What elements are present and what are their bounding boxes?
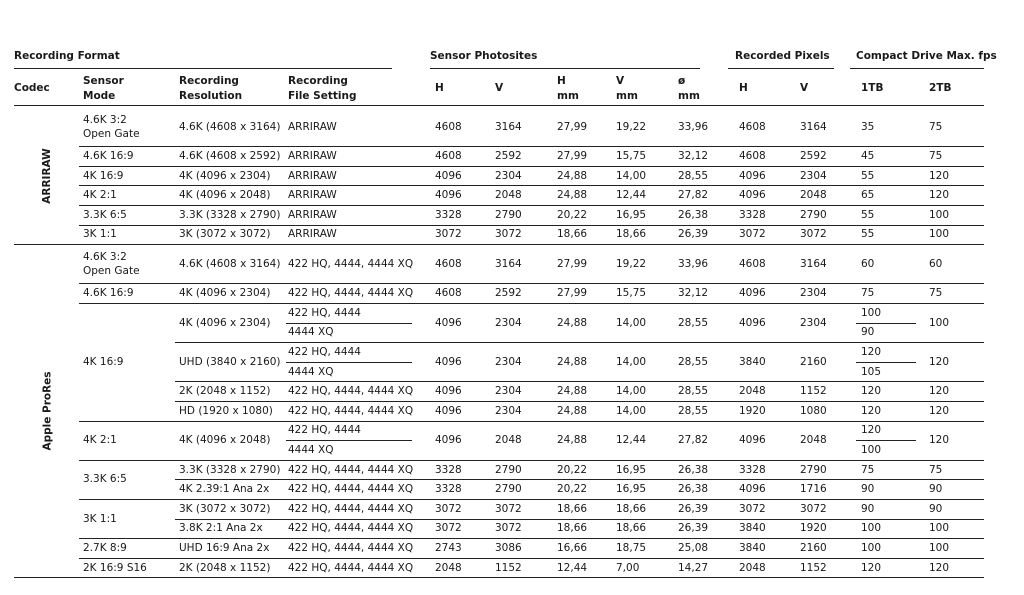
row-divider [175, 401, 984, 402]
mode-divider [79, 558, 984, 559]
cell-omm: 28,55 [678, 355, 709, 368]
col-h_mm-line1: H [557, 75, 566, 87]
cell-sensor-mode: 3K 1:1 [83, 228, 117, 241]
col-recording_file_setting-line2: File Setting [288, 90, 357, 102]
cell-omm: 14,27 [678, 561, 709, 574]
cell-1tb: 100 [861, 542, 882, 554]
cell-rh: 3072 [739, 502, 766, 515]
col-recording_resolution-line2: Resolution [179, 90, 243, 102]
cell-recording-resolution: 4K (4096 x 2048) [179, 434, 271, 447]
cell-rh: 4608 [739, 257, 766, 270]
group-sensor-photosites: Sensor Photosites [430, 50, 538, 62]
cell-sensor-mode: Open Gate [83, 127, 140, 140]
mode-divider [79, 538, 984, 539]
cell-rv: 1716 [800, 483, 827, 496]
cell-recording-resolution: 3K (3072 x 3072) [179, 228, 271, 241]
cell-1tb: 120 [861, 424, 882, 437]
cell-1tb: 120 [861, 385, 882, 398]
group-underline-recording-format [14, 68, 392, 69]
codec-divider [14, 244, 984, 245]
cell-file-setting: 422 HQ, 4444, 4444 XQ [288, 404, 414, 417]
cell-sensor-mode: 4K 2:1 [83, 434, 117, 447]
cell-recording-resolution: UHD 16:9 Ana 2x [179, 542, 270, 554]
cell-omm: 26,39 [678, 502, 709, 515]
cell-hmm: 27,99 [557, 150, 588, 162]
cell-rh: 4096 [739, 483, 766, 496]
cell-rh: 2048 [739, 561, 766, 574]
group-recording-format: Recording Format [14, 50, 120, 62]
cell-v: 3086 [495, 542, 522, 554]
mode-divider [79, 166, 984, 167]
cell-recording-resolution: 4K (4096 x 2048) [179, 189, 271, 202]
cell-omm: 27,82 [678, 189, 709, 202]
cell-hmm: 24,88 [557, 385, 588, 398]
cell-vmm: 12,44 [616, 189, 647, 202]
cell-rh: 4096 [739, 287, 766, 300]
cell-tb2: 100 [929, 316, 950, 329]
cell-vmm: 18,66 [616, 502, 647, 515]
cell-sensor-mode: 4.6K 16:9 [83, 287, 134, 300]
cell-file-setting: 4444 XQ [288, 444, 334, 456]
cell-rv: 1920 [800, 522, 827, 535]
cell-h: 4608 [435, 120, 462, 133]
cell-tb2: 120 [929, 355, 950, 368]
cell-1tb: 55 [861, 208, 875, 221]
cell-sensor-mode: 3.3K 6:5 [83, 208, 127, 221]
cell-file-setting: 422 HQ, 4444, 4444 XQ [288, 522, 414, 535]
cell-rv: 2048 [800, 189, 827, 202]
cell-1tb: 100 [861, 306, 882, 319]
cell-1tb: 75 [861, 463, 875, 476]
cell-tb2: 120 [929, 404, 950, 417]
cell-vmm: 18,66 [616, 522, 647, 535]
cell-hmm: 24,88 [557, 434, 588, 447]
cell-tb2: 60 [929, 257, 943, 270]
cell-file-setting: ARRIRAW [288, 228, 337, 241]
cell-omm: 28,55 [678, 316, 709, 329]
row-divider [175, 519, 984, 520]
cell-tb2: 100 [929, 208, 950, 221]
cell-h: 4096 [435, 169, 462, 182]
cell-tb2: 120 [929, 434, 950, 447]
cell-tb2: 75 [929, 463, 943, 476]
cell-rh: 4608 [739, 120, 766, 133]
row-divider [175, 381, 984, 382]
cell-sensor-mode: 4K 16:9 [83, 169, 124, 182]
cell-rh: 2048 [739, 385, 766, 398]
cell-vmm: 16,95 [616, 463, 647, 476]
cell-recording-resolution: 4K (4096 x 2304) [179, 316, 271, 329]
cell-h: 4608 [435, 150, 462, 162]
cell-hmm: 18,66 [557, 228, 588, 241]
cell-h: 4096 [435, 385, 462, 398]
cell-rh: 4608 [739, 150, 766, 162]
cell-rv: 2592 [800, 150, 827, 162]
cell-rv: 2048 [800, 434, 827, 447]
group-underline-compact-drive [850, 68, 984, 69]
cell-v: 3164 [495, 257, 522, 270]
cell-v: 2790 [495, 208, 522, 221]
cell-1tb: 100 [861, 522, 882, 535]
cell-rh: 4096 [739, 434, 766, 447]
cell-1tb: 60 [861, 257, 875, 270]
cell-omm: 26,38 [678, 208, 709, 221]
cell-file-setting: 422 HQ, 4444 [288, 346, 361, 358]
cell-rh: 4096 [739, 189, 766, 202]
cell-vmm: 16,95 [616, 208, 647, 221]
cell-vmm: 14,00 [616, 385, 647, 398]
split-line-1tb [856, 362, 916, 363]
cell-v: 2304 [495, 355, 522, 368]
cell-file-setting: ARRIRAW [288, 208, 337, 221]
cell-tb2: 120 [929, 169, 950, 182]
cell-omm: 28,55 [678, 385, 709, 398]
cell-sensor-mode: 4.6K 3:2 [83, 250, 127, 263]
cell-vmm: 15,75 [616, 287, 647, 300]
cell-recording-resolution: 4K (4096 x 2304) [179, 287, 271, 300]
cell-1tb: 120 [861, 561, 882, 574]
split-line-1tb [856, 440, 916, 441]
cell-1tb: 55 [861, 169, 875, 182]
cell-rv: 2304 [800, 316, 827, 329]
header-bottom-line [14, 105, 984, 106]
cell-1tb: 120 [861, 346, 882, 358]
cell-tb2: 100 [929, 228, 950, 241]
row-divider [175, 342, 984, 343]
cell-h: 4096 [435, 189, 462, 202]
cell-tb2: 75 [929, 150, 943, 162]
cell-omm: 26,39 [678, 228, 709, 241]
cell-1tb: 65 [861, 189, 875, 202]
cell-tb2: 100 [929, 542, 950, 554]
row-divider [175, 479, 984, 480]
cell-v: 2790 [495, 483, 522, 496]
cell-omm: 33,96 [678, 257, 709, 270]
cell-file-setting: ARRIRAW [288, 120, 337, 133]
col-v_mm-line2: mm [616, 90, 638, 102]
cell-v: 3072 [495, 228, 522, 241]
cell-rh: 4096 [739, 169, 766, 182]
cell-v: 2304 [495, 316, 522, 329]
cell-hmm: 20,22 [557, 483, 588, 496]
cell-tb2: 75 [929, 120, 943, 133]
mode-divider [79, 460, 984, 461]
cell-h: 4608 [435, 287, 462, 300]
cell-h: 2048 [435, 561, 462, 574]
cell-h: 3328 [435, 208, 462, 221]
cell-h: 4608 [435, 257, 462, 270]
cell-h: 4096 [435, 434, 462, 447]
cell-1tb: 35 [861, 120, 875, 133]
cell-h: 4096 [435, 404, 462, 417]
cell-file-setting: 4444 XQ [288, 365, 334, 378]
cell-rh: 3328 [739, 463, 766, 476]
cell-recording-resolution: 4.6K (4608 x 3164) [179, 120, 281, 133]
cell-sensor-mode: 4K 2:1 [83, 189, 117, 202]
cell-sensor-mode: 2.7K 8:9 [83, 542, 127, 554]
cell-omm: 25,08 [678, 542, 709, 554]
cell-rv: 2160 [800, 542, 827, 554]
cell-rv: 1080 [800, 404, 827, 417]
mode-divider [79, 185, 984, 186]
group-compact-drive: Compact Drive Max. fps [856, 50, 997, 62]
cell-recording-resolution: 3K (3072 x 3072) [179, 502, 271, 515]
cell-recording-resolution: 3.3K (3328 x 2790) [179, 208, 281, 221]
cell-sensor-mode: 4K 16:9 [83, 355, 124, 368]
col-recorded-v: V [800, 82, 809, 94]
cell-v: 2048 [495, 189, 522, 202]
cell-vmm: 12,44 [616, 434, 647, 447]
cell-hmm: 18,66 [557, 502, 588, 515]
group-underline-recorded-pixels [728, 68, 834, 69]
split-line-file-setting [286, 440, 412, 441]
cell-recording-resolution: UHD (3840 x 2160) [179, 355, 281, 368]
mode-divider [79, 225, 984, 226]
cell-sensor-mode: 3.3K 6:5 [83, 473, 127, 486]
cell-h: 3072 [435, 502, 462, 515]
cell-vmm: 19,22 [616, 120, 647, 133]
cell-hmm: 27,99 [557, 287, 588, 300]
cell-omm: 28,55 [678, 404, 709, 417]
cell-1tb: 90 [861, 326, 875, 339]
cell-v: 3072 [495, 522, 522, 535]
cell-rv: 1152 [800, 385, 827, 398]
col-o_mm-line1: ø [678, 75, 686, 87]
split-line-1tb [856, 323, 916, 324]
cell-1tb: 90 [861, 502, 875, 515]
cell-omm: 26,38 [678, 463, 709, 476]
cell-h: 3328 [435, 483, 462, 496]
mode-divider [79, 146, 984, 147]
cell-file-setting: ARRIRAW [288, 169, 337, 182]
codec-divider [14, 577, 984, 578]
cell-h: 3072 [435, 522, 462, 535]
cell-tb2: 100 [929, 522, 950, 535]
cell-file-setting: 422 HQ, 4444, 4444 XQ [288, 483, 414, 496]
cell-rv: 3164 [800, 257, 827, 270]
cell-rv: 2160 [800, 355, 827, 368]
cell-rv: 2790 [800, 208, 827, 221]
mode-divider [79, 205, 984, 206]
cell-v: 2048 [495, 434, 522, 447]
cell-hmm: 18,66 [557, 522, 588, 535]
cell-file-setting: 422 HQ, 4444, 4444 XQ [288, 502, 414, 515]
cell-h: 3072 [435, 228, 462, 241]
cell-1tb: 105 [861, 365, 882, 378]
cell-rh: 3840 [739, 542, 766, 554]
cell-rh: 3840 [739, 355, 766, 368]
cell-recording-resolution: 3.3K (3328 x 2790) [179, 463, 281, 476]
cell-file-setting: 422 HQ, 4444, 4444 XQ [288, 542, 414, 554]
cell-vmm: 14,00 [616, 316, 647, 329]
cell-sensor-mode: 2K 16:9 S16 [83, 561, 147, 574]
cell-1tb: 100 [861, 444, 882, 456]
cell-rh: 3328 [739, 208, 766, 221]
cell-file-setting: ARRIRAW [288, 150, 337, 162]
cell-rh: 1920 [739, 404, 766, 417]
cell-hmm: 24,88 [557, 169, 588, 182]
cell-file-setting: 422 HQ, 4444, 4444 XQ [288, 561, 414, 574]
cell-tb2: 120 [929, 385, 950, 398]
cell-recording-resolution: 2K (2048 x 1152) [179, 561, 271, 574]
cell-recording-resolution: 2K (2048 x 1152) [179, 385, 271, 398]
cell-rh: 3840 [739, 522, 766, 535]
col-h_mm-line2: mm [557, 90, 579, 102]
col-o_mm-line2: mm [678, 90, 700, 102]
cell-file-setting: 422 HQ, 4444, 4444 XQ [288, 385, 414, 398]
col-h: H [435, 82, 444, 94]
cell-v: 2592 [495, 287, 522, 300]
col-1tb: 1TB [861, 82, 884, 94]
split-line-file-setting [286, 323, 412, 324]
cell-vmm: 16,95 [616, 483, 647, 496]
cell-rh: 4096 [739, 316, 766, 329]
cell-hmm: 24,88 [557, 355, 588, 368]
cell-vmm: 19,22 [616, 257, 647, 270]
cell-recording-resolution: HD (1920 x 1080) [179, 404, 273, 417]
group-underline-sensor-photosites [430, 68, 700, 69]
group-recorded-pixels: Recorded Pixels [735, 50, 830, 62]
cell-tb2: 75 [929, 287, 943, 300]
cell-file-setting: ARRIRAW [288, 189, 337, 202]
mode-divider [79, 303, 984, 304]
cell-hmm: 24,88 [557, 316, 588, 329]
cell-rv: 3164 [800, 120, 827, 133]
col-recording_resolution-line1: Recording [179, 75, 239, 87]
cell-h: 2743 [435, 542, 462, 554]
cell-vmm: 14,00 [616, 355, 647, 368]
cell-hmm: 20,22 [557, 463, 588, 476]
cell-vmm: 14,00 [616, 404, 647, 417]
cell-sensor-mode: Open Gate [83, 264, 140, 277]
cell-vmm: 15,75 [616, 150, 647, 162]
cell-h: 4096 [435, 355, 462, 368]
cell-v: 2592 [495, 150, 522, 162]
cell-rh: 3072 [739, 228, 766, 241]
cell-tb2: 90 [929, 483, 943, 496]
cell-recording-resolution: 4.6K (4608 x 2592) [179, 150, 281, 162]
cell-vmm: 7,00 [616, 561, 640, 574]
split-line-file-setting [286, 362, 412, 363]
cell-rv: 3072 [800, 228, 827, 241]
mode-divider [79, 499, 984, 500]
cell-hmm: 20,22 [557, 208, 588, 221]
cell-1tb: 75 [861, 287, 875, 300]
cell-omm: 33,96 [678, 120, 709, 133]
cell-file-setting: 422 HQ, 4444, 4444 XQ [288, 463, 414, 476]
cell-tb2: 120 [929, 561, 950, 574]
cell-hmm: 27,99 [557, 120, 588, 133]
cell-rv: 1152 [800, 561, 827, 574]
cell-file-setting: 422 HQ, 4444, 4444 XQ [288, 257, 414, 270]
cell-h: 4096 [435, 316, 462, 329]
cell-tb2: 90 [929, 502, 943, 515]
cell-hmm: 12,44 [557, 561, 588, 574]
cell-h: 3328 [435, 463, 462, 476]
cell-omm: 32,12 [678, 150, 709, 162]
col-sensor_mode-line1: Sensor [83, 75, 124, 87]
cell-v: 2304 [495, 404, 522, 417]
col-recorded-h: H [739, 82, 748, 94]
cell-sensor-mode: 4.6K 3:2 [83, 113, 127, 126]
cell-omm: 26,38 [678, 483, 709, 496]
col-recording_file_setting-line1: Recording [288, 75, 348, 87]
cell-1tb: 55 [861, 228, 875, 241]
cell-recording-resolution: 3.8K 2:1 Ana 2x [179, 522, 263, 535]
cell-1tb: 90 [861, 483, 875, 496]
cell-omm: 28,55 [678, 169, 709, 182]
cell-v: 3072 [495, 502, 522, 515]
cell-tb2: 120 [929, 189, 950, 202]
mode-divider [79, 283, 984, 284]
cell-omm: 26,39 [678, 522, 709, 535]
cell-recording-resolution: 4K (4096 x 2304) [179, 169, 271, 182]
cell-sensor-mode: 3K 1:1 [83, 512, 117, 525]
cell-v: 2790 [495, 463, 522, 476]
cell-omm: 32,12 [678, 287, 709, 300]
col-v_mm-line1: V [616, 75, 625, 87]
cell-v: 1152 [495, 561, 522, 574]
cell-hmm: 24,88 [557, 404, 588, 417]
col-codec: Codec [14, 82, 50, 94]
cell-v: 3164 [495, 120, 522, 133]
cell-file-setting: 422 HQ, 4444 [288, 306, 361, 319]
mode-divider [79, 421, 984, 422]
col-2tb: 2TB [929, 82, 952, 94]
cell-file-setting: 422 HQ, 4444 [288, 424, 361, 437]
codec-label: Apple ProRes [41, 371, 54, 451]
cell-rv: 2304 [800, 169, 827, 182]
cell-hmm: 16,66 [557, 542, 588, 554]
cell-sensor-mode: 4.6K 16:9 [83, 150, 134, 162]
cell-recording-resolution: 4K 2.39:1 Ana 2x [179, 483, 270, 496]
cell-vmm: 18,66 [616, 228, 647, 241]
cell-1tb: 120 [861, 404, 882, 417]
cell-v: 2304 [495, 385, 522, 398]
cell-omm: 27,82 [678, 434, 709, 447]
cell-recording-resolution: 4.6K (4608 x 3164) [179, 257, 281, 270]
col-sensor_mode-line2: Mode [83, 90, 116, 102]
cell-vmm: 18,75 [616, 542, 647, 554]
cell-rv: 3072 [800, 502, 827, 515]
cell-hmm: 27,99 [557, 257, 588, 270]
cell-vmm: 14,00 [616, 169, 647, 182]
col-v: V [495, 82, 504, 94]
cell-v: 2304 [495, 169, 522, 182]
cell-hmm: 24,88 [557, 189, 588, 202]
cell-rv: 2304 [800, 287, 827, 300]
cell-file-setting: 422 HQ, 4444, 4444 XQ [288, 287, 414, 300]
cell-rv: 2790 [800, 463, 827, 476]
cell-file-setting: 4444 XQ [288, 326, 334, 339]
cell-1tb: 45 [861, 150, 875, 162]
codec-label: ARRIRAW [40, 147, 53, 204]
